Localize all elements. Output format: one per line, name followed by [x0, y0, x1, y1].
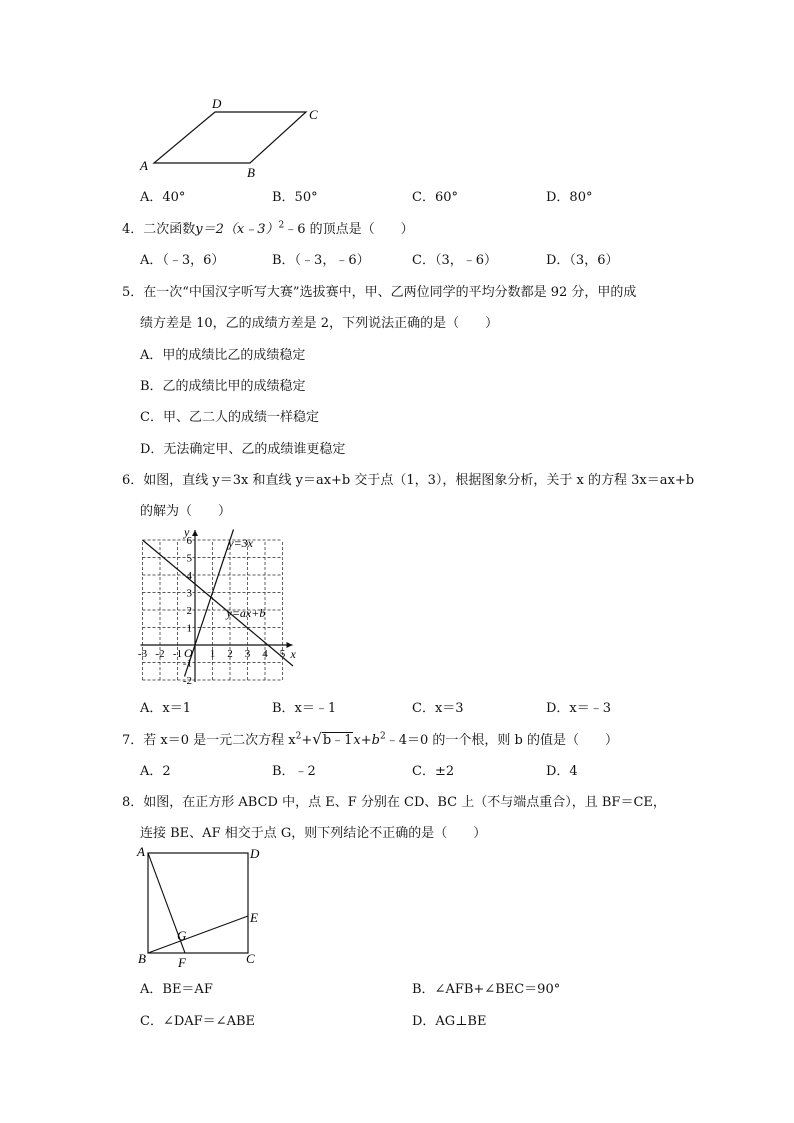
series-label: y=3x: [228, 536, 253, 550]
x-axis-label: x: [290, 647, 296, 661]
q7-mid: x+b: [353, 733, 380, 748]
series-line: [143, 540, 294, 666]
y-axis-label: y: [184, 525, 190, 539]
x-tick-label: -1: [172, 648, 183, 660]
option-d[interactable]: D．80°: [546, 190, 593, 205]
q7-sup2: 2: [379, 731, 386, 742]
sqrt-icon: √: [312, 730, 322, 748]
coordinate-graph: [135, 520, 310, 690]
q4-stem-expr: y＝2（x﹣3）: [195, 222, 279, 237]
label-D: D: [212, 96, 222, 111]
q8-option-a[interactable]: A．BE＝AF: [140, 982, 213, 997]
q7-radicand: b﹣1: [322, 733, 353, 748]
q4-stem-pre: 4．二次函数: [122, 222, 196, 237]
option-a[interactable]: A．40°: [140, 190, 186, 205]
q5-option-a[interactable]: A．甲的成绩比乙的成绩稳定: [140, 348, 306, 363]
q4-stem: [122, 218, 414, 237]
label-B: B: [138, 951, 146, 966]
origin-label: O: [184, 646, 193, 660]
label-C: C: [246, 951, 255, 966]
label-C: C: [309, 107, 318, 122]
option-c[interactable]: C．x＝3: [412, 701, 464, 716]
label-A: A: [137, 844, 145, 859]
x-tick-label: 4: [262, 648, 268, 660]
q5-option-b[interactable]: B．乙的成绩比甲的成绩稳定: [140, 379, 306, 394]
option-b[interactable]: B．﹣2: [272, 764, 316, 779]
q8-stem-line1: 8．如图，在正方形 ABCD 中，点 E、F 分别在 CD、BC 上（不与端点重合），且 BF＝CE，: [122, 795, 666, 810]
q8-option-d[interactable]: D．AG⊥BE: [412, 1014, 487, 1029]
y-tick-label: 5: [186, 552, 192, 565]
y-tick-label: -1: [182, 657, 192, 670]
y-tick-label: 1: [186, 622, 192, 635]
y-tick-label: 3: [186, 587, 192, 600]
q5-stem-line1: 5．在一次“中国汉字听写大赛”选拔赛中，甲、乙两位同学的平均分数都是 92 分，甲的成: [122, 285, 637, 300]
y-tick-label: 2: [186, 605, 192, 617]
label-E: E: [250, 910, 258, 925]
y-tick-label: 4: [186, 570, 192, 582]
x-tick-label: -2: [155, 648, 165, 660]
option-a[interactable]: A．（﹣3，6）: [140, 253, 225, 268]
parallelogram-figure: [130, 95, 330, 180]
option-c[interactable]: C．±2: [412, 764, 455, 779]
q7-stem: [122, 729, 618, 748]
q8-stem-line2: 连接 BE、AF 相交于点 G，则下列结论不正确的是（ ）: [140, 826, 487, 841]
option-b[interactable]: B．x＝﹣1: [272, 701, 337, 716]
y-tick-label: 6: [186, 535, 192, 547]
q7-post: ﹣4＝0 的一个根，则 b 的值是（ ）: [385, 733, 618, 748]
x-tick-label: 1: [209, 648, 216, 660]
option-a[interactable]: A．x＝1: [140, 701, 191, 716]
label-G: G: [177, 928, 187, 943]
label-B: B: [247, 165, 255, 180]
option-a[interactable]: A．2: [140, 764, 171, 779]
q5-stem-line2: 绩方差是 10，乙的成绩方差是 2，下列说法正确的是（ ）: [140, 316, 499, 331]
x-tick-label: 5: [279, 648, 286, 660]
label-F: F: [178, 955, 186, 970]
q5-option-d[interactable]: D．无法确定甲、乙的成绩谁更稳定: [140, 442, 346, 457]
y-tick-label: -2: [182, 675, 192, 687]
q7-plus: +: [301, 733, 313, 748]
label-D: D: [250, 846, 260, 861]
square-figure: [130, 840, 270, 975]
q5-option-c[interactable]: C．甲、乙二人的成绩一样稳定: [140, 410, 319, 425]
q7-pre: 7．若 x＝0 是一元二次方程 x: [122, 733, 296, 748]
x-tick-label: 2: [227, 648, 233, 660]
option-d[interactable]: D．x＝﹣3: [546, 701, 612, 716]
x-tick-label: 3: [244, 648, 251, 660]
q8-option-c[interactable]: C．∠DAF＝∠ABE: [140, 1014, 255, 1029]
q6-stem-line1: 6．如图，直线 y＝3x 和直线 y＝ax+b 交于点（1，3），根据图象分析，关于 x 的方程 3x＝ax+b: [122, 473, 695, 488]
option-b[interactable]: B．（﹣3，﹣6）: [272, 253, 370, 268]
q8-option-b[interactable]: B．∠AFB+∠BEC＝90°: [412, 982, 561, 997]
option-d[interactable]: D．4: [546, 764, 578, 779]
label-A: A: [140, 158, 148, 173]
q6-stem-line2: 的解为（ ）: [140, 504, 232, 519]
option-b[interactable]: B．50°: [272, 190, 318, 205]
q4-stem-post: ﹣6 的顶点是（ ）: [284, 222, 414, 237]
option-c[interactable]: C．（3，﹣6）: [412, 253, 497, 268]
option-d[interactable]: D．（3，6）: [546, 253, 619, 268]
series-lines: [143, 530, 294, 677]
q4-stem-sup: 2: [278, 220, 285, 231]
option-c[interactable]: C．60°: [412, 190, 458, 205]
q7-sup1: 2: [295, 731, 302, 742]
series-label: y=ax+b: [226, 606, 266, 620]
x-tick-label: -3: [137, 648, 148, 660]
y-axis-arrow-icon: [192, 530, 198, 536]
